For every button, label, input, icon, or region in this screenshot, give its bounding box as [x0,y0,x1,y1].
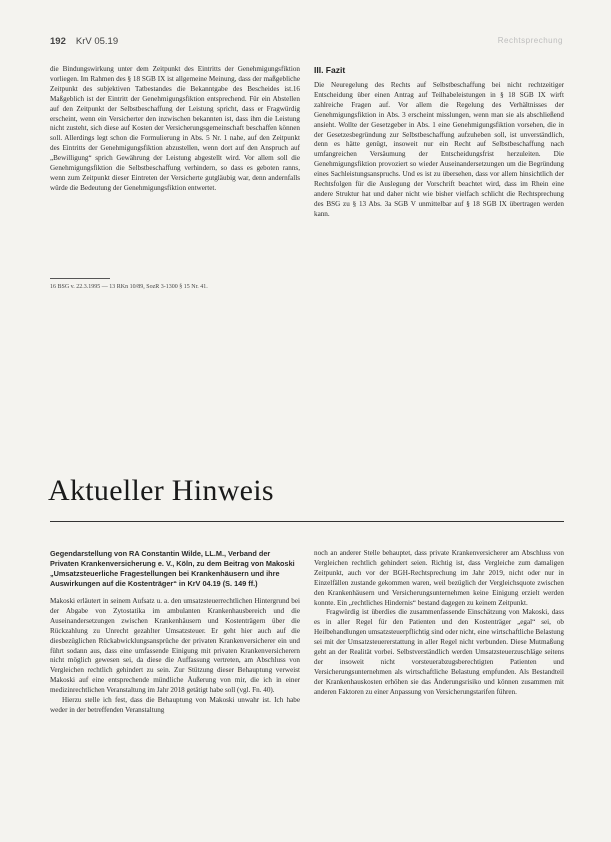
page-number: 192 [50,36,66,47]
notice-paragraph: Makoski erläutert in seinem Aufsatz u. a. den umsatzsteuerrechtlichen Hintergrund bei der Abgabe von Zytostatika im ambulanten Krankenhausbereich und die Auseinandersetzungen zwischen Krankenhäusern und Kostenträgern über die Rückzahlung zu Unrecht gezahlter Umsatzsteuer. Er geht hier auch auf die diesbezüglichen Rückabwicklungsansprüche der privaten Krankenversicherer ein und führt sodann aus, dass eine umfassende Einigung mit privaten Krankenversicherern nicht möglich gewesen sei, da diese die Auffassung vertreten, am Abschluss von Vergleichen rechtlich gehindert zu sein. Zur Stützung dieser Behauptung verweist Makoski auf eine entsprechende mündliche Äußerung von mir, die ich in einer medizinrechtlichen Veranstaltung im Jahr 2018 getätigt habe soll (vgl. Fn. 40). [50,597,300,695]
page-header [50,36,563,50]
notice-paragraph: noch an anderer Stelle behauptet, dass private Krankenversicherer am Abschluss von Vergleichen rechtlich gehindert seien. Richtig ist, dass Vergleiche zum damaligen Zeitpunkt, auch vor der BGH-Rechtsprechung im Jahr 2019, nicht oder nur in Einzelfällen zustande gekommen waren, weil bezüglich der Vergleichsquote zwischen den Krankenhäusern und Versicherungsunternehmen keine Einigung erzielt werden konnte. Ein „rechtliches Hindernis“ bestand dagegen zu keinem Zeitpunkt. [314,549,564,607]
footnote-rule [50,278,110,279]
fazit-paragraph: Die Neuregelung des Rechts auf Selbstbeschaffung bei nicht rechtzeitiger Entscheidung über einen Antrag auf Teilhabeleistungen in § 18 SGB IX wirft zahlreiche Fragen auf. Vor allem die Regelung des Verhältnisses der Genehmigungsfiktion in Abs. 3 erscheint misslungen, wenn man sie als abschließend ansieht. Wollte der Gesetzgeber in Abs. 1 eine Genehmigungsfiktion vorsehen, die in der Gesetzesbegründung zur Selbstbeschaffung aufzuheben soll, ist unverständlich, denn es hätte genügt, insoweit nur ein Recht auf Selbstbeschaffung nach umfangreichen Versäumung der Entscheidungsfrist herzuleiten. Die Genehmigungsfiktion provoziert so wieder Auseinandersetzungen um die Begründung eines Sachleistungsanspruchs. Und es ist zu übersehen, dass vor allem hinsichtlich der Rechtsfolgen für die Auslegung der Vorschrift beachtet wird, dass im Rhein eine andere Struktur hat und daher nicht wie bisher vielfach schlicht die Rechtsprechung des BSG zu § 13 Abs. 3a SGB V unmittelbar auf § 18 SGB IX übertragen werden kann. [314,81,564,218]
notice-column-right [314,549,564,698]
footnote: 16 BSG v. 22.3.1995 — 13 RKn 10/89, SozR 3-1300 § 15 Nr. 41. [50,284,208,290]
notice-paragraph: Hierzu stelle ich fest, dass die Behauptung von Makoski unwahr ist. Ich habe weder in der betreffenden Veranstaltung [50,696,300,714]
header-left [50,36,118,47]
section-label: Rechtsprechung [497,36,563,45]
journal-issue: KrV 05.19 [75,36,119,47]
notice-lead: Gegendarstellung von RA Constantin Wilde, LL.M., Verband der Privaten Krankenversicherung e. V., Köln, zu dem Beitrag von Makoski „Umsatzsteuerliche Fragestellungen bei Krankenhäusern und ihre Auswirkungen auf die Kostenträger“ in KrV 04.19 (S. 149 ff.) [50,549,295,588]
notice-title: Aktueller Hinweis [48,474,274,507]
notice-column-left [50,549,300,716]
article-column-right [314,65,564,220]
article-column-left [50,65,300,194]
section-heading-fazit: III. Fazit [314,65,346,75]
title-divider [50,521,564,522]
notice-paragraph: Fragwürdig ist überdies die zusammenfassende Einschätzung von Makoski, dass es in aller Regel für den Patienten und den Kostenträger „egal“ sei, ob Heilbehandlungen umsatzsteuerpflichtig sind oder nicht, eine wirtschaftliche Belastung sei mit der Umsatzsteuererstattung in aller Regel nicht verbunden. Diese Mutmaßung geht an der Realität vorbei. Selbstverständlich werden Umsatzsteuerzuschläge seitens der insoweit nicht vorsteuerabzugsberechtigten Patienten und Versicherungsunternehmen als wirtschaftliche Belastung empfunden. Als Bestandteil der Krankenhauskosten erhöhen sie das Änderungsrisiko und können zusammen mit anderen Faktoren zu einer Anpassung von Versicherungstarifen führen. [314,608,564,696]
article-paragraph: die Bindungswirkung unter dem Zeitpunkt des Eintritts der Genehmigungsfiktion vorliegen. Im Rahmen des § 18 SGB IX ist allgemeine Meinung, dass der maßgebliche Zeitpunkt des subjektiven Tatbestandes die Bekanntgabe des Bescheides ist.16 Maßgeblich ist der Eintritt der Genehmigungsfiktion entsprechend. Für ein Abstellen auf den Zeitpunkt der Selbstbeschaffung der Leistung spricht, dass er Fragwürdig erscheint, wenn ein Versicherter den inzwischen bekannten ist, dass ihm die Leistung nicht zusteht, sich diese auf Kosten der Versicherungsgemeinschaft beschaffen können soll. Allerdings legt schon die Formulierung in Abs. 5 Nr. 1 nahe, auf den Zeitpunkt des Eintritts der Genehmigungsfiktion abzustellen, wenn dort auf den Anspruch auf „Bewilligung“ sprich Gewährung der Leistung abgestellt wird. Vor allem soll die Genehmigungsfiktion die Selbstbeschaffung verhindern, so dass es geboten ranns, wenn zum Zeitpunkt dieser Eintreten der Versicherte gutgläubig war, denn andernfalls würde die Bedeutung der Genehmigungsfiktion entwertet. [50,65,300,192]
